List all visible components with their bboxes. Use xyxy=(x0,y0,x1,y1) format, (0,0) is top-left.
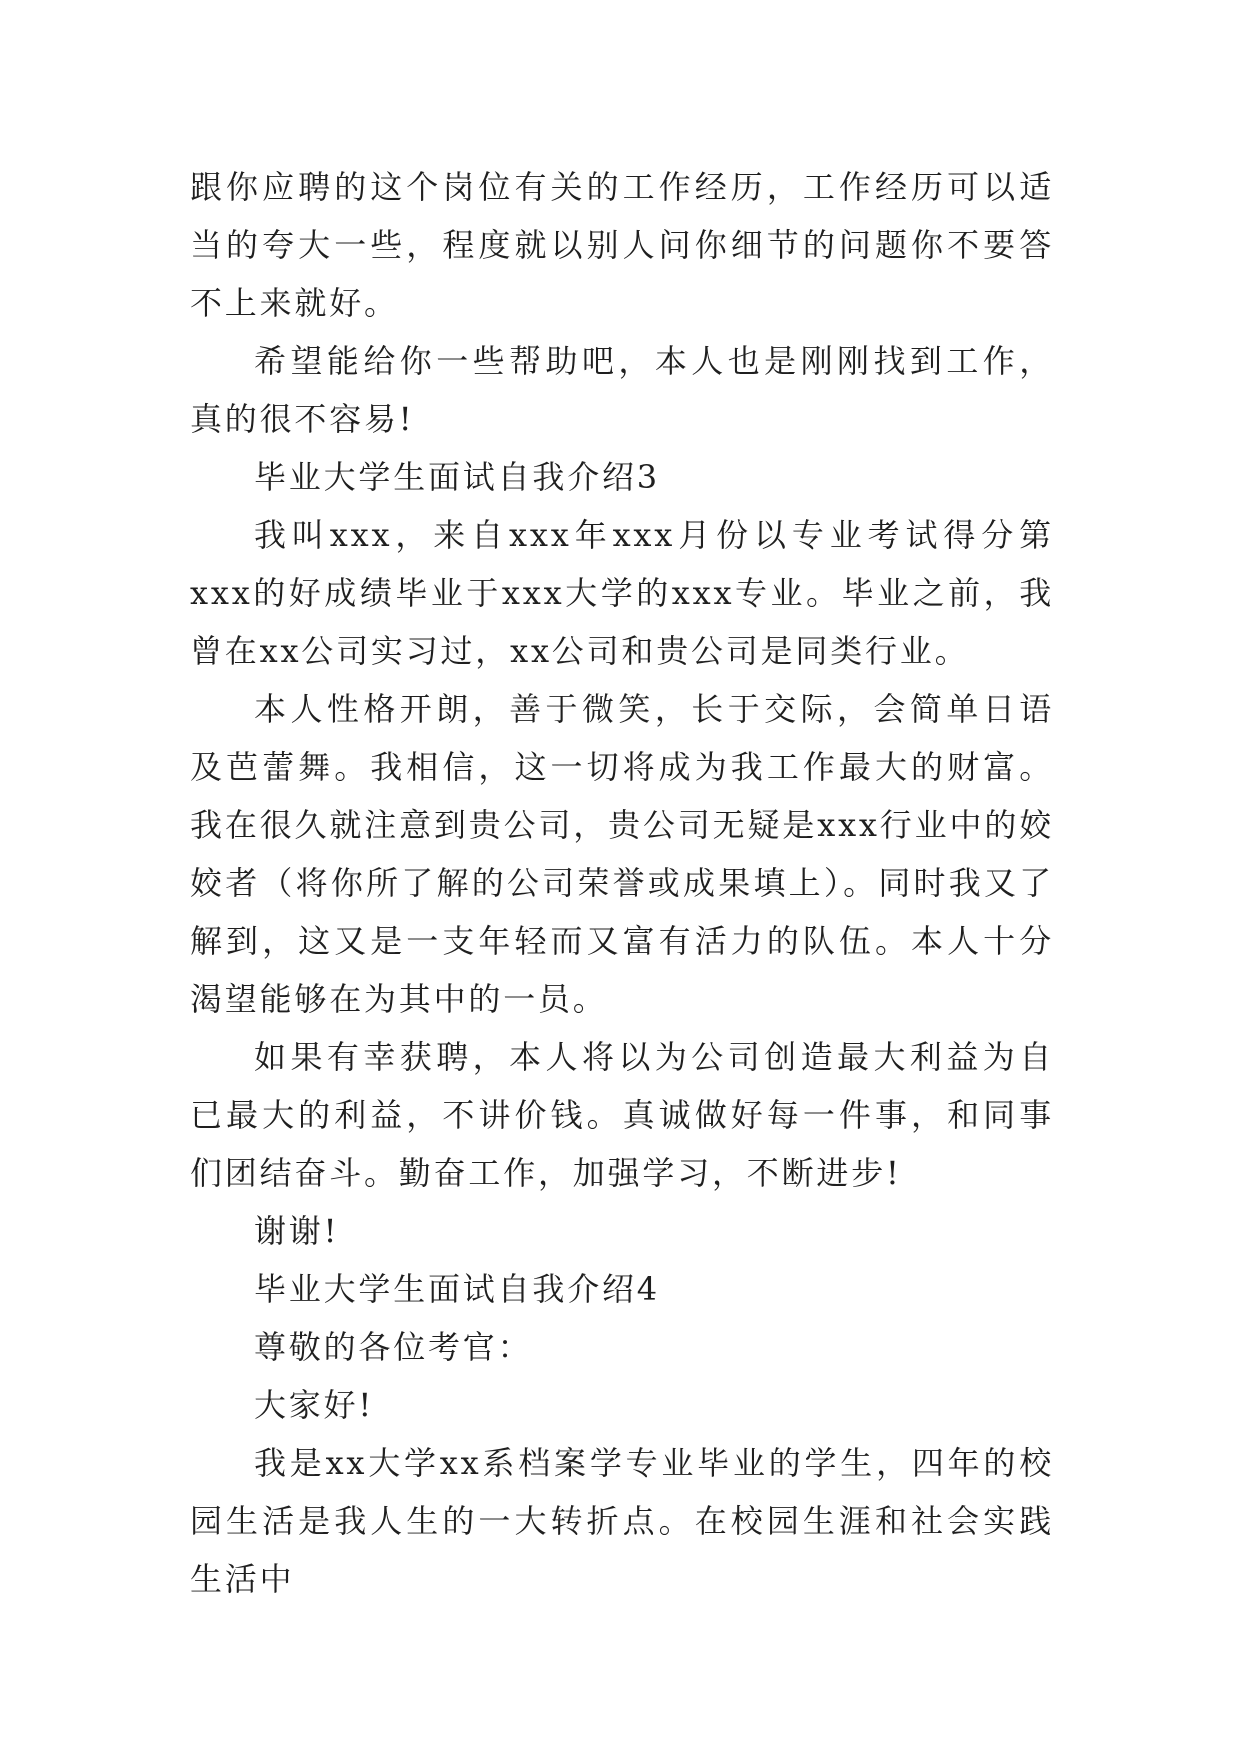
paragraph-personality: 本人性格开朗，善于微笑，长于交际，会简单日语及芭蕾舞。我相信，这一切将成为我工作最大的财富。我在很久就注意到贵公司，贵公司无疑是xxx行业中的姣姣者（将你所了解的公司荣誉或成果填上）。同时我又了解到，这又是一支年轻而又富有活力的队伍。本人十分渴望能够在为其中的一员。 xyxy=(190,690,1054,1018)
section-heading-4: 毕业大学生面试自我介绍4 xyxy=(254,1270,660,1308)
paragraph-self-background: 我是xx大学xx系档案学专业毕业的学生，四年的校园生活是我人生的一大转折点。在校园生涯和社会实践生活中 xyxy=(190,1444,1054,1598)
paragraph-continued-experience: 跟你应聘的这个岗位有关的工作经历，工作经历可以适当的夸大一些，程度就以别人问你细节的问题你不要答不上来就好。 xyxy=(190,168,1054,322)
paragraph-greeting-examiners: 尊敬的各位考官： xyxy=(254,1328,533,1366)
paragraph-hello-everyone: 大家好! xyxy=(254,1386,375,1424)
section-heading-3: 毕业大学生面试自我介绍3 xyxy=(254,458,660,496)
paragraph-thanks: 谢谢! xyxy=(254,1212,340,1250)
paragraph-intro-name: 我叫xxx，来自xxx年xxx月份以专业考试得分第xxx的好成绩毕业于xxx大学的xxx专业。毕业之前，我曾在xx公司实习过，xx公司和贵公司是同类行业。 xyxy=(190,516,1054,670)
document-body xyxy=(190,158,1054,1608)
paragraph-hope-help: 希望能给你一些帮助吧，本人也是刚刚找到工作，真的很不容易! xyxy=(190,342,1054,438)
paragraph-if-hired: 如果有幸获聘，本人将以为公司创造最大利益为自已最大的利益，不讲价钱。真诚做好每一件事，和同事们团结奋斗。勤奋工作，加强学习，不断进步! xyxy=(190,1038,1054,1192)
